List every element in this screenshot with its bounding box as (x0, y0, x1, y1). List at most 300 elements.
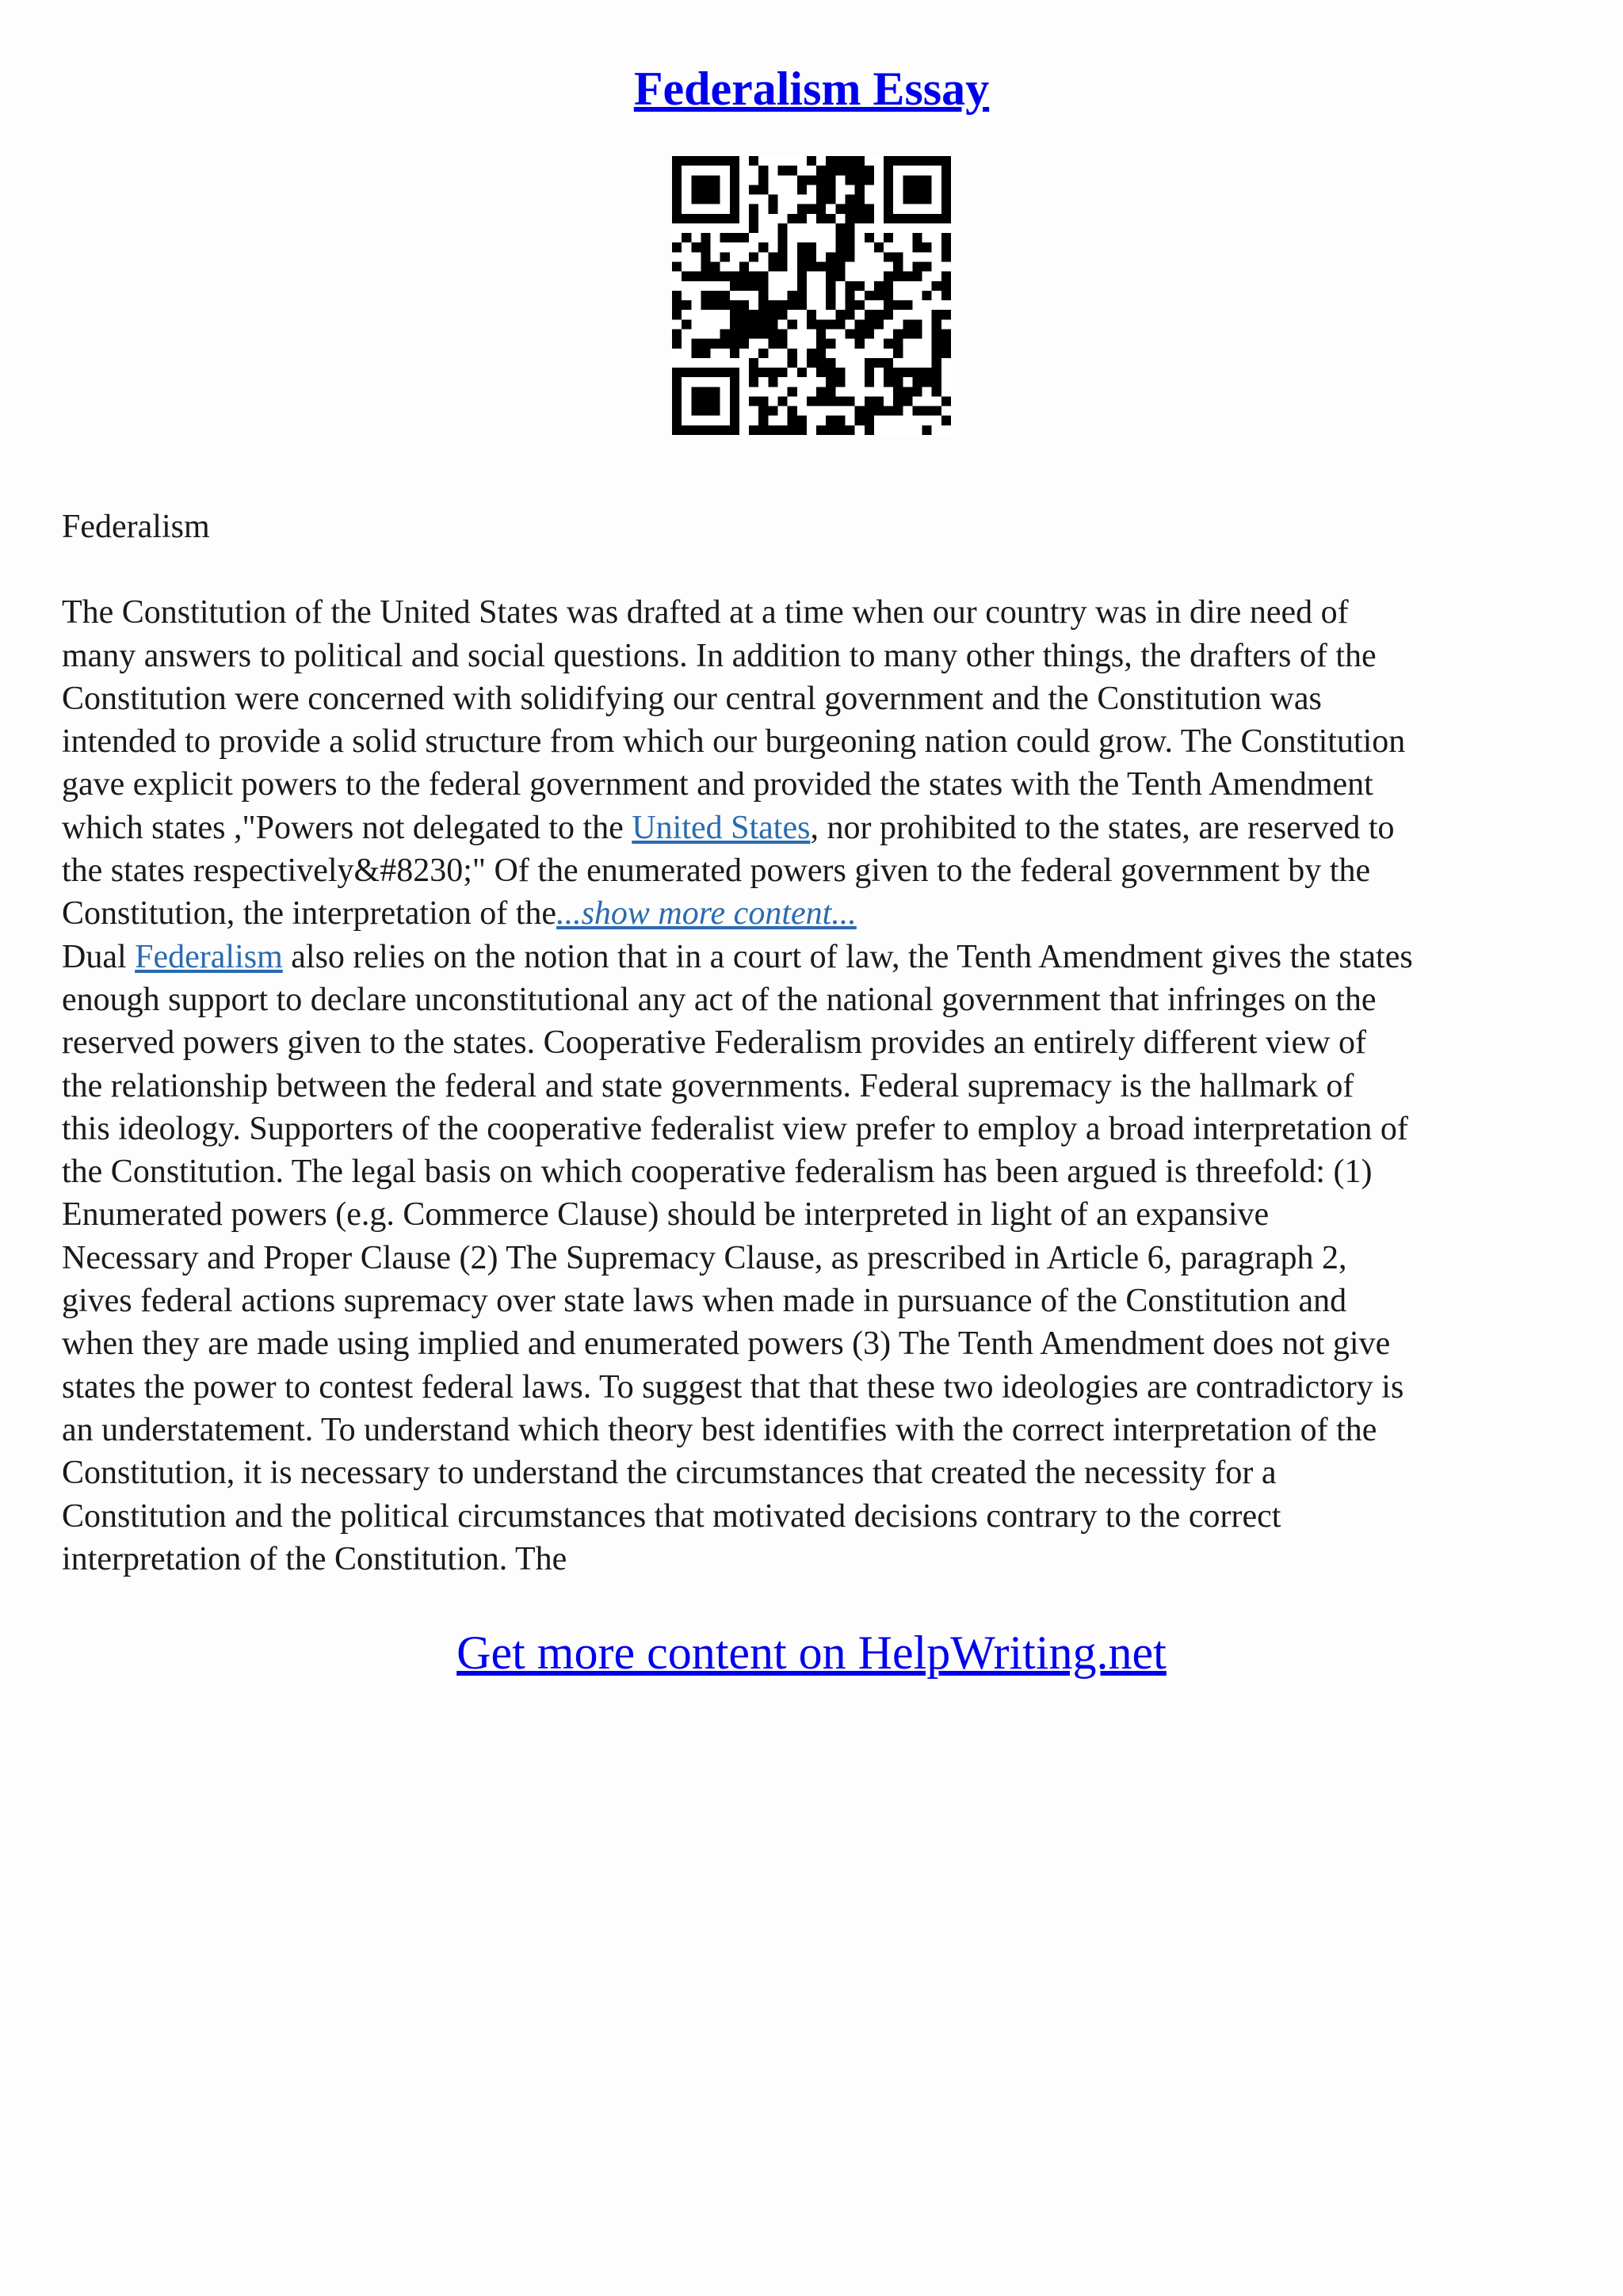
text-line (62, 936, 1568, 978)
qr-module (730, 272, 739, 281)
qr-module (672, 396, 682, 406)
qr-module (682, 214, 691, 223)
qr-module (884, 291, 893, 300)
qr-module (855, 329, 865, 338)
text-segment: Dual (62, 938, 136, 975)
qr-module (730, 175, 739, 185)
qr-module (874, 291, 884, 300)
qr-module (701, 387, 710, 396)
qr-module (941, 252, 951, 261)
qr-module (730, 416, 739, 425)
qr-module (835, 242, 845, 252)
qr-module (884, 272, 893, 281)
qr-module (922, 291, 932, 300)
qr-module (739, 329, 749, 338)
qr-module (691, 396, 701, 406)
qr-module (778, 252, 788, 261)
qr-module (826, 195, 835, 204)
qr-module (903, 387, 912, 396)
qr-module (797, 204, 807, 214)
qr-module (720, 252, 730, 261)
qr-module (893, 329, 903, 338)
qr-module (758, 300, 768, 310)
text-line: when they are made using implied and enumerated powers (3) The Tenth Amendment does not give (62, 1325, 1391, 1363)
qr-module (682, 272, 691, 281)
qr-module (855, 406, 865, 416)
qr-module (758, 416, 768, 425)
qr-module (932, 406, 941, 416)
qr-module (893, 300, 903, 310)
qr-module (932, 349, 941, 358)
qr-module (845, 252, 854, 261)
qr-module (711, 387, 720, 396)
qr-module (855, 204, 865, 214)
qr-module (884, 185, 893, 194)
qr-module (749, 185, 758, 194)
qr-module (701, 425, 710, 435)
qr-code-icon (672, 156, 951, 435)
qr-module (749, 272, 758, 281)
qr-module (865, 204, 874, 214)
qr-module (672, 156, 682, 166)
qr-module (701, 233, 710, 242)
qr-module (749, 156, 758, 166)
qr-module (691, 156, 701, 166)
qr-module (720, 272, 730, 281)
qr-module (797, 272, 807, 281)
qr-module (884, 252, 893, 261)
qr-module (826, 368, 835, 377)
qr-module (778, 425, 788, 435)
qr-module (855, 281, 865, 291)
qr-module (701, 291, 710, 300)
helpwriting-link[interactable]: Get more content on HelpWriting.net (456, 1627, 1167, 1679)
qr-module (874, 358, 884, 368)
qr-module (835, 425, 845, 435)
page-title (0, 57, 1623, 120)
qr-module (816, 349, 826, 358)
qr-module (865, 319, 874, 329)
text-line: Enumerated powers (e.g. Commerce Clause) should be interpreted in light of an expansive (62, 1196, 1270, 1234)
qr-module (720, 233, 730, 242)
qr-module (865, 425, 874, 435)
qr-module (797, 185, 807, 194)
qr-module (720, 329, 730, 338)
qr-module (903, 175, 912, 185)
qr-module (903, 195, 912, 204)
qr-module (807, 310, 816, 319)
qr-module (739, 319, 749, 329)
qr-module (865, 368, 874, 377)
qr-module (855, 175, 865, 185)
qr-module (941, 214, 951, 223)
qr-module (758, 166, 768, 175)
qr-module (922, 175, 932, 185)
qr-module (720, 368, 730, 377)
qr-module (672, 368, 682, 377)
text-line: the relationship between the federal and state governments. Federal supremacy is the hallmark of (62, 1067, 1354, 1104)
qr-module (691, 242, 701, 252)
qr-module (816, 329, 826, 338)
qr-module (826, 166, 835, 175)
qr-module (893, 156, 903, 166)
federalism-link[interactable]: Federalism (135, 938, 283, 975)
qr-module (912, 185, 922, 194)
qr-module (893, 368, 903, 377)
qr-module (730, 377, 739, 387)
qr-module (730, 396, 739, 406)
qr-module (758, 368, 768, 377)
qr-module (730, 214, 739, 223)
qr-module (701, 175, 710, 185)
qr-module (922, 185, 932, 194)
qr-module (758, 291, 768, 300)
qr-module (826, 156, 835, 166)
qr-module (845, 281, 854, 291)
qr-module (826, 291, 835, 300)
qr-module (903, 185, 912, 194)
qr-module (845, 233, 854, 242)
qr-module (691, 272, 701, 281)
qr-module (884, 175, 893, 185)
qr-module (758, 406, 768, 416)
qr-module (826, 339, 835, 349)
qr-module (903, 319, 912, 329)
qr-module (730, 329, 739, 338)
qr-module (768, 329, 777, 338)
qr-module (701, 262, 710, 272)
qr-module (941, 416, 951, 425)
qr-module (749, 223, 758, 233)
text-line: this ideology. Supporters of the cooperative federalist view prefer to employ a broad interpretation of (62, 1110, 1408, 1147)
qr-module (730, 425, 739, 435)
qr-module (865, 329, 874, 338)
qr-module (749, 310, 758, 319)
qr-module (941, 204, 951, 214)
qr-module (884, 204, 893, 214)
qr-module (807, 204, 816, 214)
qr-module (730, 387, 739, 396)
qr-module (845, 300, 854, 310)
qr-module (807, 396, 816, 406)
qr-module (730, 195, 739, 204)
qr-module (788, 416, 797, 425)
qr-module (797, 214, 807, 223)
text-line: interpretation of the Constitution. The (62, 1540, 567, 1577)
qr-module (788, 319, 797, 329)
qr-module (835, 272, 845, 281)
qr-module (941, 185, 951, 194)
qr-module (720, 425, 730, 435)
qr-module (922, 262, 932, 272)
qr-module (672, 262, 682, 272)
qr-module (797, 425, 807, 435)
qr-module (739, 233, 749, 242)
qr-module (835, 319, 845, 329)
qr-module (912, 214, 922, 223)
qr-module (932, 368, 941, 377)
qr-module (788, 291, 797, 300)
text-segment: , nor prohibited to the states, are reserved to (810, 809, 1395, 846)
qr-module (768, 204, 777, 214)
qr-module (865, 233, 874, 242)
qr-module (672, 387, 682, 396)
qr-module (672, 291, 682, 300)
qr-module (739, 339, 749, 349)
qr-module (884, 368, 893, 377)
qr-module (720, 156, 730, 166)
qr-module (711, 406, 720, 416)
qr-module (941, 291, 951, 300)
qr-module (807, 156, 816, 166)
qr-module (730, 156, 739, 166)
qr-module (845, 329, 854, 338)
qr-module (730, 233, 739, 242)
qr-module (845, 175, 854, 185)
qr-module (711, 262, 720, 272)
qr-module (845, 166, 854, 175)
qr-module (816, 339, 826, 349)
qr-module (884, 339, 893, 349)
qr-module (768, 252, 777, 261)
qr-module (874, 396, 884, 406)
qr-module (788, 214, 797, 223)
qr-module (797, 252, 807, 261)
qr-module (941, 175, 951, 185)
qr-module (807, 349, 816, 358)
qr-module (730, 300, 739, 310)
qr-module (912, 262, 922, 272)
qr-module (922, 425, 932, 435)
qr-module (778, 233, 788, 242)
qr-module (739, 300, 749, 310)
text-segment: which states ,"Powers not delegated to the (62, 809, 632, 846)
qr-module (922, 377, 932, 387)
qr-module (826, 425, 835, 435)
qr-module (903, 300, 912, 310)
qr-module (826, 416, 835, 425)
qr-module (682, 368, 691, 377)
qr-module (845, 425, 854, 435)
text-line: Constitution and the political circumstances that motivated decisions contrary to the correct (62, 1497, 1281, 1535)
qr-module (768, 195, 777, 204)
qr-module (893, 406, 903, 416)
footer (0, 1621, 1623, 1684)
qr-module (941, 329, 951, 338)
qr-module (749, 252, 758, 261)
qr-module (730, 281, 739, 291)
qr-module (893, 349, 903, 358)
qr-module (922, 156, 932, 166)
qr-module (826, 175, 835, 185)
qr-module (758, 175, 768, 185)
qr-module (749, 358, 758, 368)
qr-module (672, 416, 682, 425)
qr-module (730, 310, 739, 319)
qr-module (749, 396, 758, 406)
qr-module (932, 377, 941, 387)
qr-module (826, 185, 835, 194)
essay-body (62, 505, 1568, 1581)
qr-module (749, 204, 758, 214)
qr-module (758, 396, 768, 406)
qr-module (691, 185, 701, 194)
qr-module (768, 310, 777, 319)
qr-module (826, 214, 835, 223)
qr-module (758, 425, 768, 435)
qr-module (865, 291, 874, 300)
show-more-link[interactable]: ...show more content... (556, 895, 857, 933)
qr-module (672, 185, 682, 194)
qr-module (797, 175, 807, 185)
text-segment: also relies on the notion that in a court of law, the Tenth Amendment gives the states (282, 938, 1413, 975)
qr-module (826, 377, 835, 387)
qr-module (941, 195, 951, 204)
qr-module (758, 272, 768, 281)
text-line: the Constitution. The legal basis on which cooperative federalism has been argued is threefold: (1) (62, 1154, 1373, 1191)
qr-module (941, 272, 951, 281)
qr-module (691, 368, 701, 377)
qr-module (912, 387, 922, 396)
qr-module (893, 387, 903, 396)
qr-module (701, 214, 710, 223)
text-line: intended to provide a solid structure from which our burgeoning nation could grow. The Constitution (62, 723, 1406, 761)
qr-module (711, 396, 720, 406)
qr-module (749, 319, 758, 329)
qr-module (932, 156, 941, 166)
qr-module (932, 281, 941, 291)
qr-module (691, 387, 701, 396)
qr-module (711, 156, 720, 166)
qr-module (845, 195, 854, 204)
qr-module (941, 339, 951, 349)
qr-module (884, 233, 893, 242)
qr-module (835, 262, 845, 272)
paragraph-1 (62, 591, 1568, 935)
qr-module (672, 310, 682, 319)
qr-module (884, 156, 893, 166)
qr-module (865, 310, 874, 319)
qr-module (922, 368, 932, 377)
qr-module (807, 358, 816, 368)
qr-module (758, 349, 768, 358)
qr-module (701, 195, 710, 204)
qr-module (826, 387, 835, 396)
qr-module (941, 310, 951, 319)
qr-module (701, 368, 710, 377)
qr-module (816, 195, 826, 204)
qr-module (672, 242, 682, 252)
qr-module (739, 272, 749, 281)
qr-module (941, 233, 951, 242)
title-link[interactable]: Federalism Essay (633, 63, 990, 115)
qr-module (749, 214, 758, 223)
qr-module (826, 272, 835, 281)
qr-module (912, 368, 922, 377)
qr-module (711, 291, 720, 300)
qr-module (932, 214, 941, 223)
qr-module (691, 214, 701, 223)
qr-module (855, 339, 865, 349)
qr-module (807, 175, 816, 185)
qr-module (778, 368, 788, 377)
qr-module (691, 339, 701, 349)
qr-module (826, 281, 835, 291)
qr-module (701, 406, 710, 416)
qr-module (797, 300, 807, 310)
qr-module (826, 252, 835, 261)
qr-module (855, 214, 865, 223)
text-line: gives federal actions supremacy over state laws when made in pursuance of the Constitution and (62, 1283, 1347, 1320)
qr-module (845, 310, 854, 319)
qr-module (893, 252, 903, 261)
qr-module (730, 319, 739, 329)
qr-module (672, 377, 682, 387)
qr-module (797, 242, 807, 252)
qr-module (711, 195, 720, 204)
qr-module (682, 233, 691, 242)
qr-module (749, 329, 758, 338)
text-line: gave explicit powers to the federal government and provided the states with the Tenth Amendment (62, 766, 1373, 803)
qr-module (941, 156, 951, 166)
qr-module (903, 329, 912, 338)
qr-module (720, 214, 730, 223)
qr-module (835, 396, 845, 406)
qr-module (672, 166, 682, 175)
qr-module (932, 319, 941, 329)
qr-module (874, 319, 884, 329)
qr-module (893, 396, 903, 406)
qr-module (758, 242, 768, 252)
united-states-link[interactable]: United States (632, 809, 811, 846)
qr-module (711, 272, 720, 281)
qr-module (701, 339, 710, 349)
qr-module (797, 291, 807, 300)
qr-module (865, 406, 874, 416)
qr-module (730, 204, 739, 214)
qr-module (788, 300, 797, 310)
qr-module (807, 319, 816, 329)
qr-module (855, 156, 865, 166)
qr-module (768, 262, 777, 272)
qr-module (807, 242, 816, 252)
qr-module (941, 396, 951, 406)
qr-module (672, 204, 682, 214)
qr-module (711, 214, 720, 223)
qr-module (912, 175, 922, 185)
qr-module (672, 329, 682, 338)
qr-module (835, 156, 845, 166)
qr-module (730, 166, 739, 175)
qr-module (932, 310, 941, 319)
qr-module (788, 166, 797, 175)
qr-module (816, 204, 826, 214)
qr-module (816, 175, 826, 185)
qr-module (884, 310, 893, 319)
qr-module (816, 387, 826, 396)
text-line: Necessary and Proper Clause (2) The Supremacy Clause, as prescribed in Article 6, paragraph 2, (62, 1239, 1347, 1276)
qr-module (682, 300, 691, 310)
qr-module (912, 195, 922, 204)
qr-module (884, 377, 893, 387)
qr-module (941, 281, 951, 291)
qr-module (855, 185, 865, 194)
qr-module (778, 166, 788, 175)
qr-module (835, 233, 845, 242)
qr-module (912, 319, 922, 329)
qr-module (912, 272, 922, 281)
qr-module (701, 396, 710, 406)
